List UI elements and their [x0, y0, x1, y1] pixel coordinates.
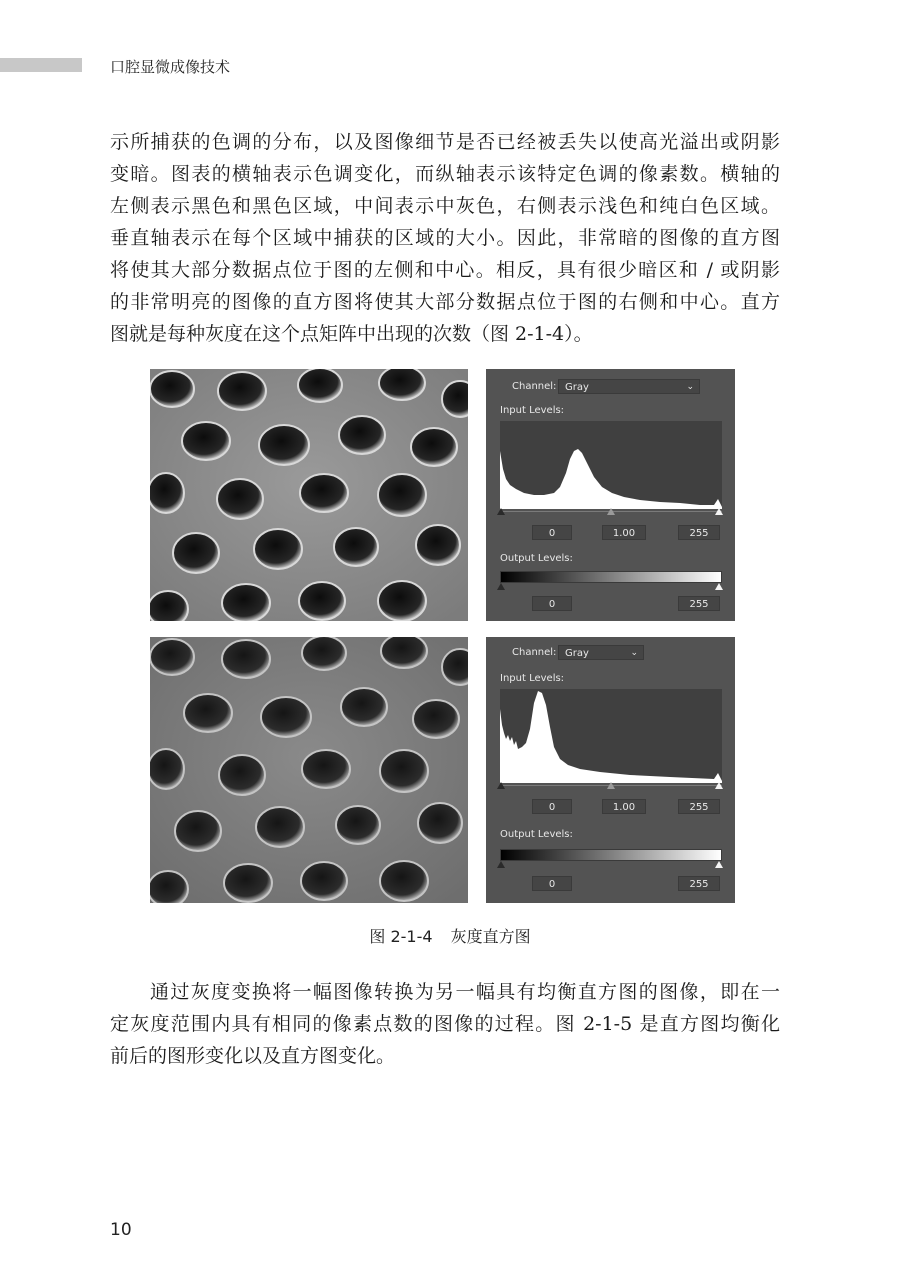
- histogram-1: [500, 421, 722, 509]
- output-black-field[interactable]: 0: [532, 876, 572, 891]
- paragraph-1: [110, 126, 780, 350]
- output-white-handle[interactable]: [715, 583, 723, 590]
- input-gamma-handle[interactable]: [607, 782, 615, 789]
- output-white-field[interactable]: 255: [678, 876, 720, 891]
- input-white-field[interactable]: 255: [678, 525, 720, 540]
- chevron-down-icon: ⌄: [630, 648, 638, 658]
- output-gradient-bar: [500, 571, 722, 583]
- sem-image-adjusted: [150, 637, 468, 903]
- sem-micrograph-2: [150, 637, 468, 903]
- output-gradient-bar: [500, 849, 722, 861]
- text-line: 前后的图形变化以及直方图变化。: [110, 1045, 396, 1067]
- text-line: 变暗。图表的横轴表示色调变化，而纵轴表示该特定色调的像素数。横轴的: [110, 163, 780, 185]
- input-white-point-handle[interactable]: [715, 508, 723, 515]
- input-gamma-handle[interactable]: [607, 508, 615, 515]
- histogram-2: [500, 689, 722, 783]
- input-gamma-field[interactable]: 1.00: [602, 799, 646, 814]
- text-line: 通过灰度变换将一幅图像转换为另一幅具有均衡直方图的图像，即在一: [150, 981, 780, 1003]
- text-line: 将使其大部分数据点位于图的左侧和中心。相反，具有很少暗区和 / 或阴影: [110, 259, 780, 281]
- input-gamma-field[interactable]: 1.00: [602, 525, 646, 540]
- levels-panel-2: [486, 637, 735, 903]
- input-black-point-handle[interactable]: [497, 782, 505, 789]
- figure-caption: [0, 924, 900, 947]
- chevron-down-icon: ⌄: [686, 382, 694, 392]
- output-levels-label: Output Levels:: [500, 829, 573, 840]
- output-white-field[interactable]: 255: [678, 596, 720, 611]
- sem-image-original: [150, 369, 468, 621]
- input-black-field[interactable]: 0: [532, 525, 572, 540]
- channel-label: Channel:: [512, 647, 557, 658]
- page-number: 10: [110, 1220, 132, 1240]
- input-black-field[interactable]: 0: [532, 799, 572, 814]
- levels-panel-1: [486, 369, 735, 621]
- input-levels-label: Input Levels:: [500, 673, 565, 684]
- output-black-field[interactable]: 0: [532, 596, 572, 611]
- input-white-field[interactable]: 255: [678, 799, 720, 814]
- text-line: 图就是每种灰度在这个点矩阵中出现的次数（图 2-1-4）。: [110, 323, 593, 345]
- output-black-handle[interactable]: [497, 861, 505, 868]
- channel-value: Gray: [565, 648, 589, 659]
- text-line: 垂直轴表示在每个区域中捕获的区域的大小。因此，非常暗的图像的直方图: [110, 227, 780, 249]
- channel-select[interactable]: [558, 645, 644, 660]
- output-black-handle[interactable]: [497, 583, 505, 590]
- figure-number: 图 2-1-4: [369, 927, 433, 946]
- paragraph-2: [110, 976, 780, 1072]
- text-line: 定灰度范围内具有相同的像素点数的图像的过程。图 2-1-5 是直方图均衡化: [110, 1013, 780, 1035]
- input-black-point-handle[interactable]: [497, 508, 505, 515]
- figure-title: 灰度直方图: [450, 927, 531, 946]
- text-line: 的非常明亮的图像的直方图将使其大部分数据点位于图的右侧和中心。直方: [110, 291, 780, 313]
- histogram-plot-2: [500, 689, 722, 783]
- input-white-point-handle[interactable]: [715, 782, 723, 789]
- text-line: 左侧表示黑色和黑色区域，中间表示中灰色，右侧表示浅色和纯白色区域。: [110, 195, 780, 217]
- running-title: 口腔显微成像技术: [110, 58, 231, 76]
- channel-label: Channel:: [512, 381, 557, 392]
- input-levels-label: Input Levels:: [500, 405, 565, 416]
- channel-value: Gray: [565, 382, 589, 393]
- output-white-handle[interactable]: [715, 861, 723, 868]
- output-levels-label: Output Levels:: [500, 553, 573, 564]
- histogram-plot-1: [500, 421, 722, 509]
- sem-micrograph-1: [150, 369, 468, 621]
- header-decor-bar: [0, 58, 82, 72]
- text-line: 示所捕获的色调的分布，以及图像细节是否已经被丢失以使高光溢出或阴影: [110, 131, 780, 153]
- channel-select[interactable]: [558, 379, 700, 394]
